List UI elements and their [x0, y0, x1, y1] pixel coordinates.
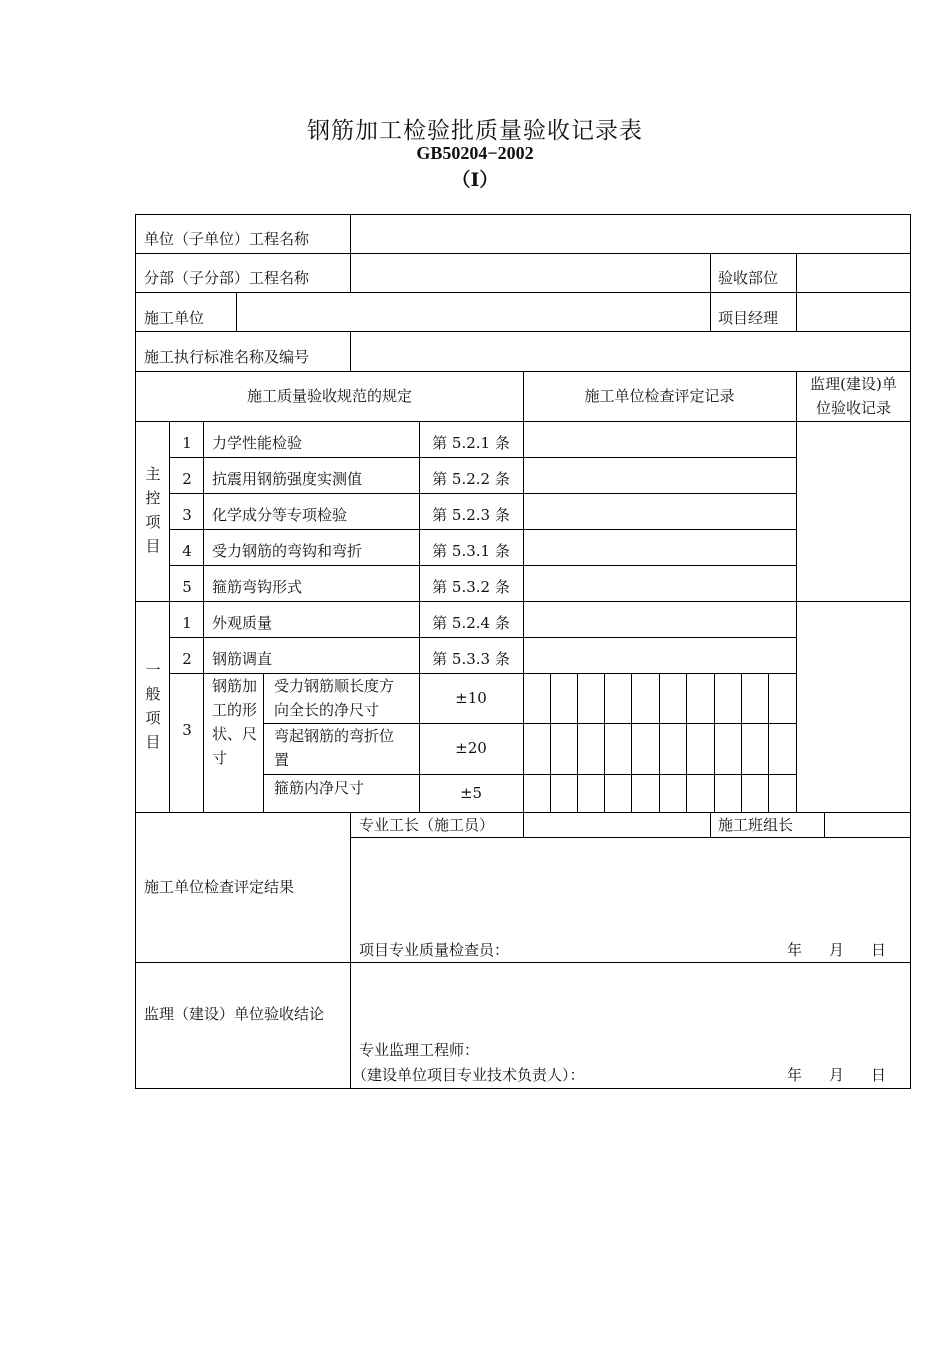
conclusion-month: 月 — [829, 1066, 845, 1084]
form-title: 钢筋加工检验批质量验收记录表 — [307, 118, 643, 144]
supervision-heading-line1: 监理(建设)单 — [810, 375, 897, 393]
table-rule — [714, 673, 715, 813]
table-rule — [263, 673, 264, 813]
construction-unit-label: 施工单位 — [144, 309, 205, 327]
main-item-clause: 第 5.2.2 条 — [432, 470, 510, 488]
shape-size-label-line: 钢筋加 — [212, 677, 258, 695]
check-record-heading: 施工单位检查评定记录 — [584, 387, 735, 405]
foreman-label: 专业工长（施工员） — [359, 816, 495, 834]
owner-representative-label: （建设单位项目专业技术负责人）： — [352, 1066, 585, 1084]
table-rule — [135, 331, 911, 332]
shape-size-label-line: 状、尺 — [212, 725, 258, 743]
table-rule — [236, 292, 237, 332]
table-rule — [550, 673, 551, 813]
table-rule — [659, 673, 660, 813]
general-item-no: 2 — [182, 650, 192, 668]
conclusion-year: 年 — [787, 1066, 803, 1084]
table-rule — [135, 214, 911, 215]
main-item-name: 受力钢筋的弯钩和弯折 — [212, 542, 363, 560]
conclusion-label: 监理（建设）单位验收结论 — [144, 1005, 325, 1023]
spec-heading: 施工质量验收规范的规定 — [246, 387, 412, 405]
table-rule — [796, 371, 797, 813]
general-item-clause: 第 5.3.3 条 — [432, 650, 510, 668]
table-rule — [686, 673, 687, 813]
main-item-clause: 第 5.2.3 条 — [432, 506, 510, 524]
table-rule — [910, 214, 911, 1089]
main-item-name: 箍筋弯钩形式 — [212, 578, 303, 596]
sub-item-line: 置 — [274, 751, 290, 769]
table-rule — [577, 673, 578, 813]
sub-item-line: 弯起钢筋的弯折位 — [274, 727, 395, 745]
table-rule — [523, 812, 524, 838]
general-items-label: 一 般 项 目 — [145, 661, 161, 751]
main-items-label: 主 控 项 目 — [145, 465, 161, 555]
main-item-clause: 第 5.3.1 条 — [432, 542, 510, 560]
table-rule — [169, 565, 797, 566]
table-rule — [169, 493, 797, 494]
table-rule — [135, 601, 911, 602]
table-rule — [824, 812, 825, 838]
table-rule — [135, 292, 911, 293]
main-item-clause: 第 5.3.2 条 — [432, 578, 510, 596]
team-leader-label: 施工班组长 — [718, 816, 794, 834]
supervision-heading-line2: 位验收记录 — [815, 399, 891, 417]
table-rule — [710, 253, 711, 332]
table-rule — [263, 774, 797, 775]
table-rule — [135, 214, 136, 1089]
table-rule — [631, 673, 632, 813]
table-rule — [350, 837, 911, 838]
main-item-no: 2 — [182, 470, 192, 488]
standard-code: GB50204−2002 — [416, 143, 534, 163]
result-year: 年 — [787, 941, 803, 959]
main-item-no: 3 — [182, 506, 192, 524]
table-rule — [169, 457, 797, 458]
main-item-clause: 第 5.2.1 条 — [432, 434, 510, 452]
shape-size-label-line: 寸 — [212, 749, 228, 767]
table-rule — [169, 637, 797, 638]
general-item-name: 钢筋调直 — [212, 650, 273, 668]
table-rule — [604, 673, 605, 813]
sub-item-line: 向全长的净尺寸 — [274, 701, 380, 719]
conclusion-day: 日 — [871, 1066, 887, 1084]
acceptance-location-label: 验收部位 — [718, 269, 779, 287]
table-rule — [169, 529, 797, 530]
table-rule — [350, 812, 351, 1089]
supervising-engineer-label: 专业监理工程师： — [359, 1041, 480, 1059]
table-rule — [135, 253, 911, 254]
unit-project-name-label: 单位（子单位）工程名称 — [144, 230, 310, 248]
main-item-name: 力学性能检验 — [212, 434, 303, 452]
sub-item-line: 受力钢筋顺长度方 — [274, 677, 395, 695]
tolerance-value: ±10 — [455, 689, 487, 707]
result-month: 月 — [829, 941, 845, 959]
table-rule — [350, 331, 351, 372]
tolerance-value: ±20 — [455, 739, 487, 757]
table-rule — [741, 673, 742, 813]
table-rule — [350, 214, 351, 293]
quality-inspector-label: 项目专业质量检查员： — [359, 941, 510, 959]
table-rule — [710, 812, 711, 838]
tolerance-value: ±5 — [459, 784, 483, 802]
table-rule — [135, 962, 911, 963]
table-rule — [523, 371, 524, 813]
main-item-no: 1 — [182, 434, 192, 452]
main-item-no: 4 — [182, 542, 192, 560]
table-rule — [768, 673, 769, 813]
main-item-name: 化学成分等专项检验 — [212, 506, 348, 524]
form-part: （Ⅰ） — [451, 170, 499, 191]
general-item-no: 1 — [182, 614, 192, 632]
result-day: 日 — [871, 941, 887, 959]
main-item-name: 抗震用钢筋强度实测值 — [212, 470, 363, 488]
sub-project-name-label: 分部（子分部）工程名称 — [144, 269, 310, 287]
shape-size-label-line: 工的形 — [212, 701, 258, 719]
main-item-no: 5 — [182, 578, 192, 596]
result-label: 施工单位检查评定结果 — [144, 878, 295, 896]
table-rule — [135, 1088, 911, 1089]
general-item-name: 外观质量 — [212, 614, 273, 632]
general-item-clause: 第 5.2.4 条 — [432, 614, 510, 632]
table-rule — [796, 253, 797, 332]
standard-name-label: 施工执行标准名称及编号 — [144, 348, 310, 366]
general-item-no: 3 — [182, 721, 192, 739]
project-manager-label: 项目经理 — [718, 309, 779, 327]
sub-item-line: 箍筋内净尺寸 — [274, 779, 365, 797]
